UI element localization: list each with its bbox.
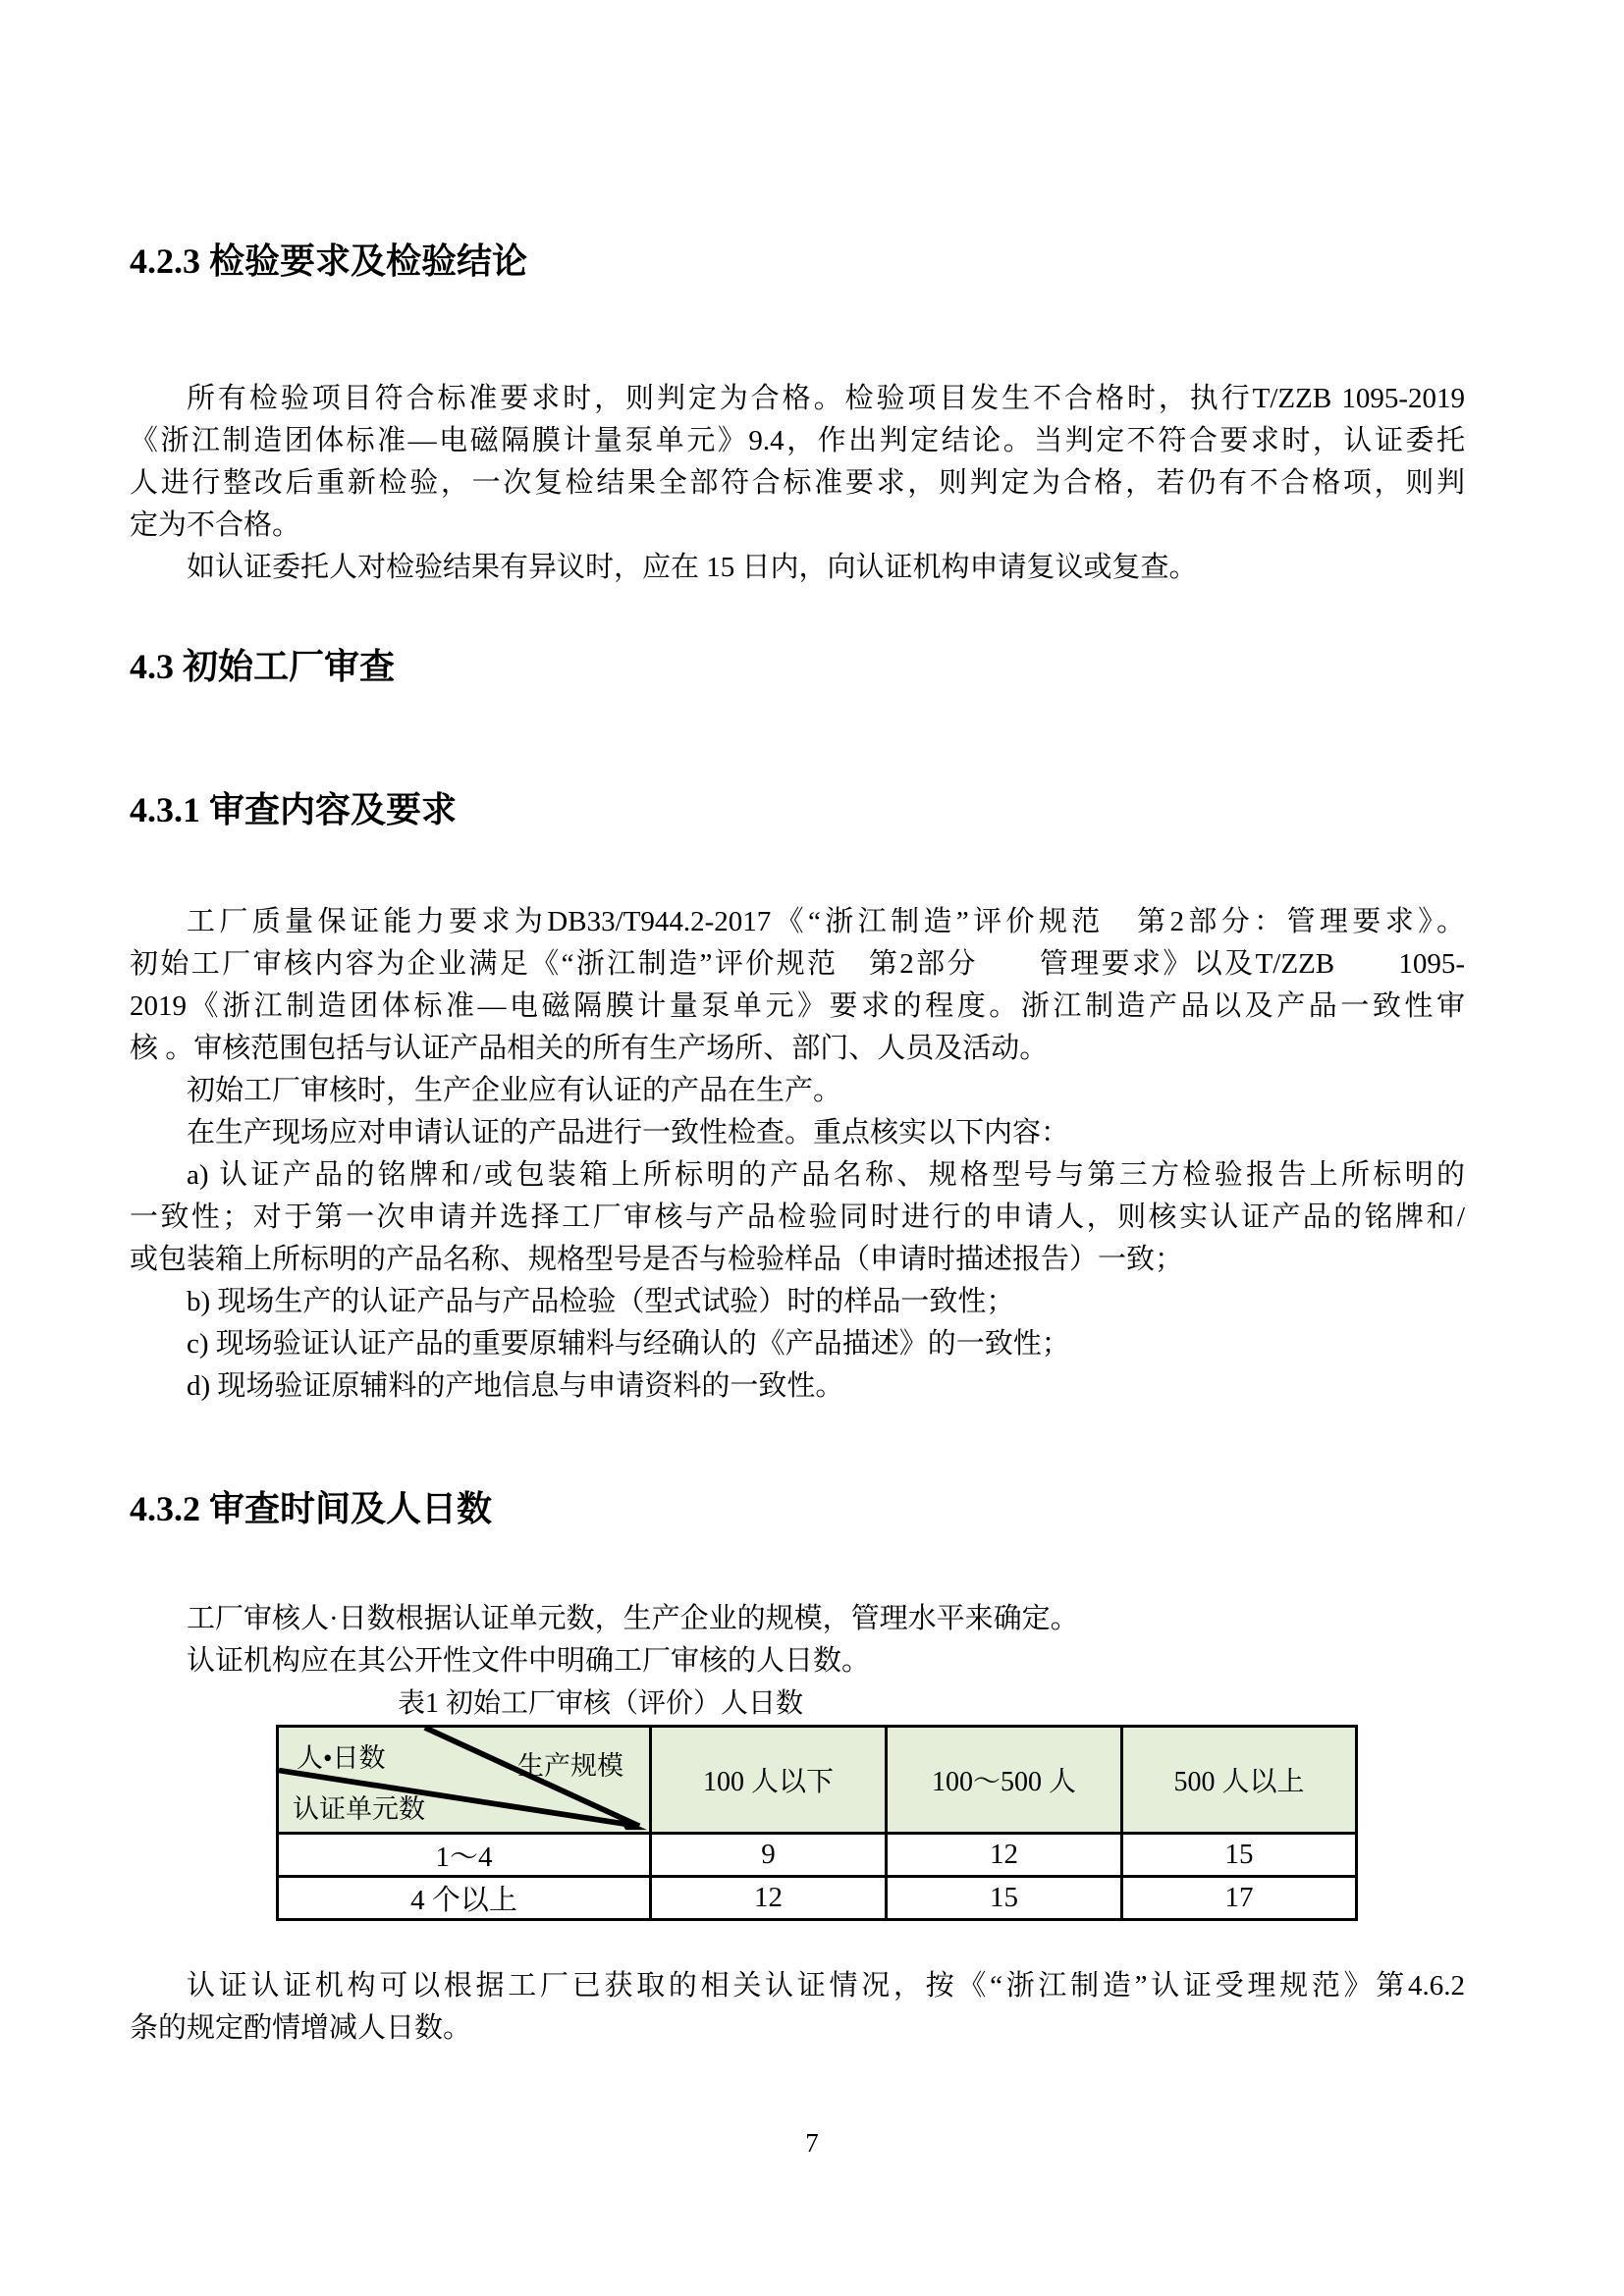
- cell-value: 15: [1122, 1834, 1357, 1877]
- row-label: 4 个以上: [278, 1877, 651, 1920]
- paragraph-line: 认证认证机构可以根据工厂已获取的相关认证情况，按《“浙江制造”认证受理规范》第4.6.2: [187, 1970, 1465, 2002]
- paragraph-line: 2019《浙江制造团体标准—电磁隔膜计量泵单元》要求的程度。浙江制造产品以及产品一致性审: [130, 990, 1465, 1022]
- paragraph-audit-content: [130, 901, 1465, 1408]
- page-content: [130, 0, 1465, 2050]
- corner-label-man-days: 人•日数: [297, 1743, 386, 1773]
- list-item-a-line: a) 认证产品的铭牌和/或包装箱上所标明的产品名称、规格型号与第三方检验报告上所标明的: [187, 1159, 1465, 1191]
- paragraph-line: 初始工厂审核内容为企业满足《“浙江制造”评价规范 第2部分 管理要求》以及T/ZZB 1095-: [130, 948, 1465, 980]
- corner-label-cert-units: 认证单元数: [293, 1794, 425, 1824]
- column-header: 500 人以上: [1122, 1727, 1357, 1834]
- column-header: 100 人以下: [651, 1727, 887, 1834]
- list-item-a-line: 一致性；对于第一次申请并选择工厂审核与产品检验同时进行的申请人，则核实认证产品的铭牌和/: [130, 1201, 1465, 1233]
- table-row: [278, 1877, 1357, 1920]
- section-heading-4-3: 4.3 初始工厂审查: [130, 647, 396, 686]
- paragraph-line: 如认证委托人对检验结果有异议时，应在 15 日内，向认证机构申请复议或复查。: [187, 552, 1198, 583]
- paragraph-line: 条的规定酌情增减人日数。: [130, 2012, 472, 2044]
- paragraph-line: 定为不合格。: [130, 509, 301, 541]
- cell-value: 9: [651, 1834, 887, 1877]
- table-row: [278, 1834, 1357, 1877]
- list-item-c: c) 现场验证认证产品的重要原辅料与经确认的《产品描述》的一致性；: [187, 1328, 1070, 1360]
- paragraph-line: 初始工厂审核时，生产企业应有认证的产品在生产。: [187, 1075, 842, 1106]
- cell-value: 17: [1122, 1877, 1357, 1920]
- paragraph-audit-days: [130, 1598, 1465, 1682]
- audit-man-days-table: [276, 1725, 1358, 1921]
- paragraph-adjust-days: [130, 1965, 1465, 2050]
- paragraph-line: 人进行整改后重新检验，一次复检结果全部符合标准要求，则判定为合格，若仍有不合格项，则判: [130, 467, 1465, 499]
- corner-label-production-scale: 生产规模: [517, 1751, 623, 1781]
- paragraph-line: 认证机构应在其公开性文件中明确工厂审核的人日数。: [187, 1645, 871, 1677]
- paragraph-line: 工厂质量保证能力要求为DB33/T944.2-2017《“浙江制造”评价规范 第2部分：管理要求》。: [187, 906, 1465, 937]
- paragraph-line: 在生产现场应对申请认证的产品进行一致性检查。重点核实以下内容：: [187, 1117, 1070, 1148]
- row-label: 1～4: [278, 1834, 651, 1877]
- corner-cell: [278, 1727, 651, 1834]
- list-item-d: d) 现场验证原辅料的产地信息与申请资料的一致性。: [187, 1370, 844, 1402]
- column-header: 100～500 人: [887, 1727, 1122, 1834]
- page-number: 7: [805, 2128, 819, 2158]
- cell-value: 15: [887, 1877, 1122, 1920]
- cell-value: 12: [887, 1834, 1122, 1877]
- paragraph-line: 工厂审核人·日数根据认证单元数，生产企业的规模，管理水平来确定。: [187, 1603, 1079, 1634]
- list-item-a-line: 或包装箱上所标明的产品名称、规格型号是否与检验样品（申请时描述报告）一致；: [130, 1244, 1184, 1275]
- table-caption: 表1 初始工厂审核（评价）人日数: [398, 1688, 804, 1719]
- section-heading-4-2-3: 4.2.3 检验要求及检验结论: [130, 241, 528, 281]
- paragraph-line: 所有检验项目符合标准要求时，则判定为合格。检验项目发生不合格时，执行T/ZZB 1095-2019: [187, 383, 1465, 414]
- section-heading-4-3-1: 4.3.1 审查内容及要求: [130, 790, 458, 829]
- paragraph-inspection-conclusion: [130, 378, 1465, 589]
- paragraph-line: 《浙江制造团体标准—电磁隔膜计量泵单元》9.4，作出判定结论。当判定不符合要求时，认证委托: [130, 425, 1465, 456]
- section-heading-4-3-2: 4.3.2 审查时间及人日数: [130, 1489, 493, 1528]
- cell-value: 12: [651, 1877, 887, 1920]
- list-item-b: b) 现场生产的认证产品与产品检验（型式试验）时的样品一致性；: [187, 1286, 1015, 1317]
- paragraph-line: 核 。审核范围包括与认证产品相关的所有生产场所、部门、人员及活动。: [130, 1033, 1049, 1064]
